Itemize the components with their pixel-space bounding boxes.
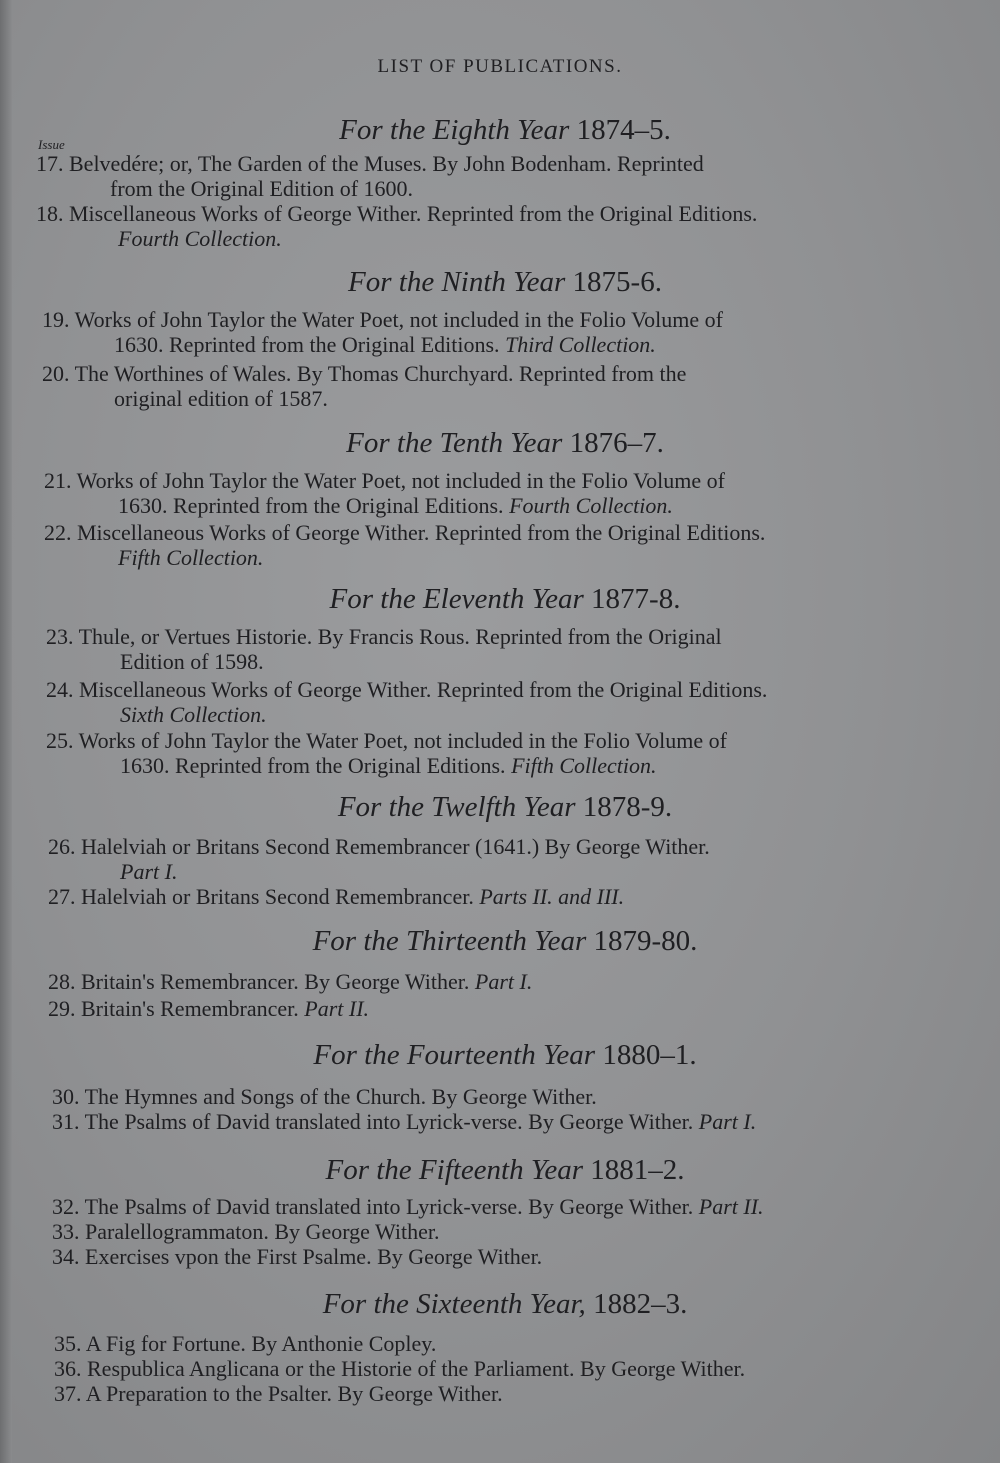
list-item: 31. The Psalms of David translated into Lyrick-verse. By George Wither. Part I. <box>52 1109 757 1134</box>
list-item: 20. The Worthines of Wales. By Thomas Churchyard. Reprinted from the original edition of 1587. <box>42 361 687 411</box>
list-item: 17. Belvedére; or, The Garden of the Muses. By John Bodenham. Reprinted from the Original Edition of 1600. <box>36 151 704 201</box>
list-item: 25. Works of John Taylor the Water Poet, not included in the Folio Volume of 1630. Reprinted from the Original Editions. Fifth Collection. <box>46 728 727 778</box>
section-heading-fourteenth-year: For the Fourteenth Year 1880–1. <box>313 1039 697 1071</box>
page-header: LIST OF PUBLICATIONS. <box>377 56 623 77</box>
section-heading-eleventh-year: For the Eleventh Year 1877-8. <box>329 583 681 615</box>
list-item: 30. The Hymnes and Songs of the Church. By George Wither. <box>52 1084 597 1109</box>
list-item: 26. Halelviah or Britans Second Remembrancer (1641.) By George Wither. Part I. <box>48 834 710 884</box>
section-heading-ninth-year: For the Ninth Year 1875-6. <box>348 266 662 298</box>
list-item: 23. Thule, or Vertues Historie. By Francis Rous. Reprinted from the Original Edition of 1598. <box>46 624 722 674</box>
list-item: 27. Halelviah or Britans Second Remembrancer. Parts II. and III. <box>48 884 625 909</box>
issue-label: Issue <box>38 137 65 152</box>
list-item: 36. Respublica Anglicana or the Historie of the Parliament. By George Wither. <box>54 1356 746 1381</box>
list-item: 32. The Psalms of David translated into Lyrick-verse. By George Wither. Part II. <box>52 1194 764 1219</box>
list-item: 34. Exercises vpon the First Psalme. By George Wither. <box>52 1244 543 1269</box>
list-item: 29. Britain's Remembrancer. Part II. <box>48 996 370 1021</box>
list-item: 24. Miscellaneous Works of George Wither. Reprinted from the Original Editions. Sixth Collection. <box>46 677 768 727</box>
section-heading-twelfth-year: For the Twelfth Year 1878-9. <box>337 791 673 823</box>
list-item: 19. Works of John Taylor the Water Poet, not included in the Folio Volume of 1630. Reprinted from the Original Editions. Third Collection. <box>42 307 723 357</box>
section-heading-eighth-year: For the Eighth Year 1874–5. <box>339 114 671 146</box>
list-item: 22. Miscellaneous Works of George Wither. Reprinted from the Original Editions. Fifth Collection. <box>44 520 766 570</box>
list-item: 18. Miscellaneous Works of George Wither. Reprinted from the Original Editions. Fourth Collection. <box>36 201 758 251</box>
section-heading-tenth-year: For the Tenth Year 1876–7. <box>346 427 664 459</box>
page-binding-edge <box>0 0 12 1463</box>
list-item: 21. Works of John Taylor the Water Poet, not included in the Folio Volume of 1630. Reprinted from the Original Editions. Fourth Collection. <box>44 468 725 518</box>
list-item: 35. A Fig for Fortune. By Anthonie Copley. <box>54 1331 437 1356</box>
list-item: 33. Paralellogrammaton. By George Wither. <box>52 1219 440 1244</box>
list-item: 28. Britain's Remembrancer. By George Wither. Part I. <box>48 969 533 994</box>
list-item: 37. A Preparation to the Psalter. By George Wither. <box>54 1381 503 1406</box>
section-heading-fifteenth-year: For the Fifteenth Year 1881–2. <box>325 1154 685 1186</box>
section-heading-sixteenth-year: For the Sixteenth Year, 1882–3. <box>322 1288 688 1320</box>
section-heading-thirteenth-year: For the Thirteenth Year 1879-80. <box>312 925 698 957</box>
